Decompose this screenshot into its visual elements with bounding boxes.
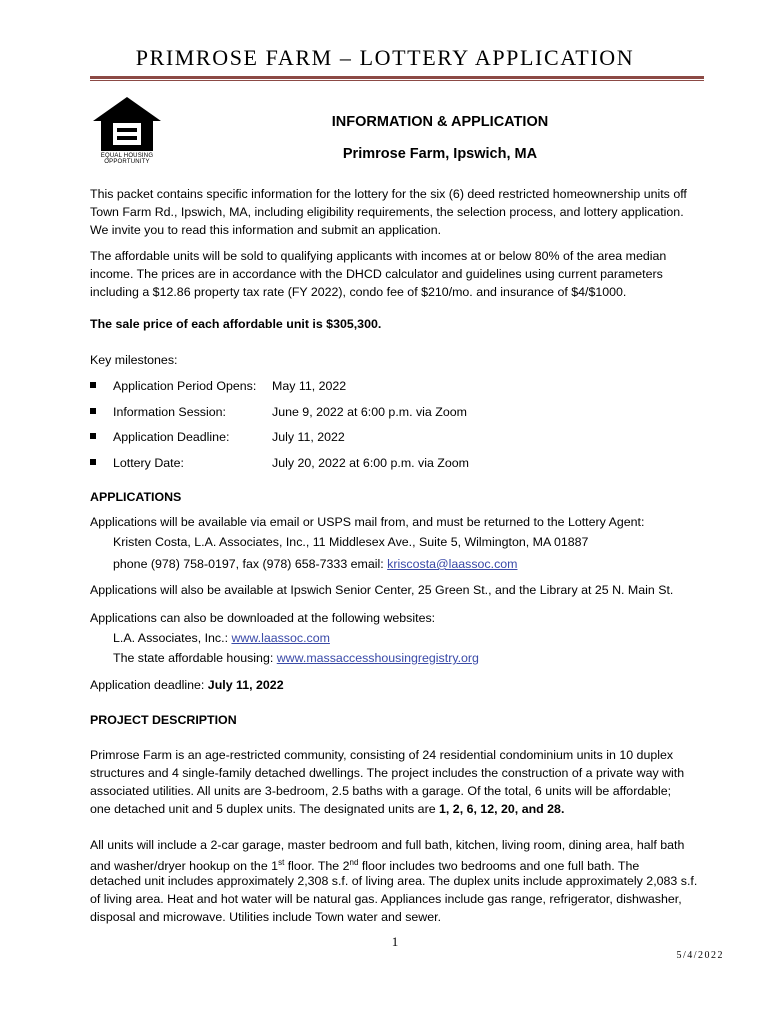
- bullet-icon: [90, 382, 96, 388]
- intro-line: We invite you to read this information and submit an application.: [90, 223, 442, 237]
- equal-housing-opportunity-logo-icon: [91, 95, 163, 165]
- bullet-icon: [90, 459, 96, 465]
- project-line: one detached unit and 5 duplex units. The designated units are 1, 2, 6, 12, 20, and 28.: [90, 802, 565, 816]
- lottery-agent-address: Kristen Costa, L.A. Associates, Inc., 11 Middlesex Ave., Suite 5, Wilmington, MA 01887: [113, 535, 589, 549]
- project-heading: PROJECT DESCRIPTION: [90, 713, 237, 727]
- page-number: 1: [391, 934, 399, 949]
- sale-price: The sale price of each affordable unit is $305,300.: [90, 317, 382, 331]
- applications-line: Applications will be available via email or USPS mail from, and must be returned to the Lottery Agent:: [90, 515, 645, 529]
- project-line: All units will include a 2-car garage, master bedroom and full bath, kitchen, living room, dining area, half bath: [90, 838, 685, 852]
- bullet-icon: [90, 433, 96, 439]
- footer-date: 5/4/2022: [676, 950, 724, 961]
- project-line: detached unit includes approximately 2,308 s.f. of living area. The duplex units include approximately 2,083 s.f.: [90, 874, 698, 888]
- document-title: PRIMROSE FARM – LOTTERY APPLICATION: [135, 45, 635, 70]
- intro-line: This packet contains specific information for the lottery for the six (6) deed restricted homeownership units off: [90, 187, 687, 201]
- milestones-heading: Key milestones:: [90, 353, 178, 367]
- applications-heading: APPLICATIONS: [90, 490, 182, 504]
- pricing-line: income. The prices are in accordance with the DHCD calculator and guidelines using current parameters: [90, 267, 663, 281]
- bullet-icon: [90, 408, 96, 414]
- title-divider-thin: [90, 80, 704, 81]
- massaccess-link[interactable]: www.massaccesshousingregistry.org: [276, 651, 479, 665]
- application-deadline: Application deadline: July 11, 2022: [90, 678, 284, 692]
- project-line: associated utilities. All units are 3-bedroom, 2.5 baths with a garage. Of the total, 6 units will be affordable;: [90, 784, 672, 798]
- project-line: structures and 4 single-family detached dwellings. The project includes the construction of a private way with: [90, 766, 685, 780]
- laassoc-link[interactable]: www.laassoc.com: [231, 631, 330, 645]
- website-line: The state affordable housing: www.massaccesshousingregistry.org: [113, 651, 479, 665]
- section-subheader: Primrose Farm, Ipswich, MA: [342, 146, 538, 162]
- lottery-agent-contact: phone (978) 758-0197, fax (978) 658-7333 email: kriscosta@laassoc.com: [113, 557, 518, 571]
- logo-caption: EQUAL HOUSING OPPORTUNITY: [100, 153, 154, 165]
- section-header: INFORMATION & APPLICATION: [331, 114, 549, 130]
- project-line: disposal and microwave. Utilities include Town water and sewer.: [90, 910, 442, 924]
- intro-line: Town Farm Rd., Ipswich, MA, including eligibility requirements, the selection process, and lottery application.: [90, 205, 684, 219]
- pricing-line: The affordable units will be sold to qualifying applicants with incomes at or below 80% of the area median: [90, 249, 667, 263]
- applications-web-intro: Applications can also be downloaded at the following websites:: [90, 611, 436, 625]
- title-divider: [90, 76, 704, 79]
- applications-local-line: Applications will also be available at Ipswich Senior Center, 25 Green St., and the Library at 25 N. Main St.: [90, 583, 674, 597]
- project-line: of living area. Heat and hot water will be natural gas. Appliances include gas range, refrigerator, dishwasher,: [90, 892, 682, 906]
- pricing-line: including a $12.86 property tax rate (FY 2022), condo fee of $210/mo. and insurance of $4/$1000.: [90, 285, 627, 299]
- project-line: and washer/dryer hookup on the 1st floor. The 2nd floor includes two bedrooms and one full bath. The: [90, 858, 640, 874]
- agent-email-link[interactable]: kriscosta@laassoc.com: [387, 557, 518, 571]
- project-line: Primrose Farm is an age-restricted community, consisting of 24 residential condominium units in 10 duplex: [90, 748, 674, 762]
- website-line: L.A. Associates, Inc.: www.laassoc.com: [113, 631, 330, 645]
